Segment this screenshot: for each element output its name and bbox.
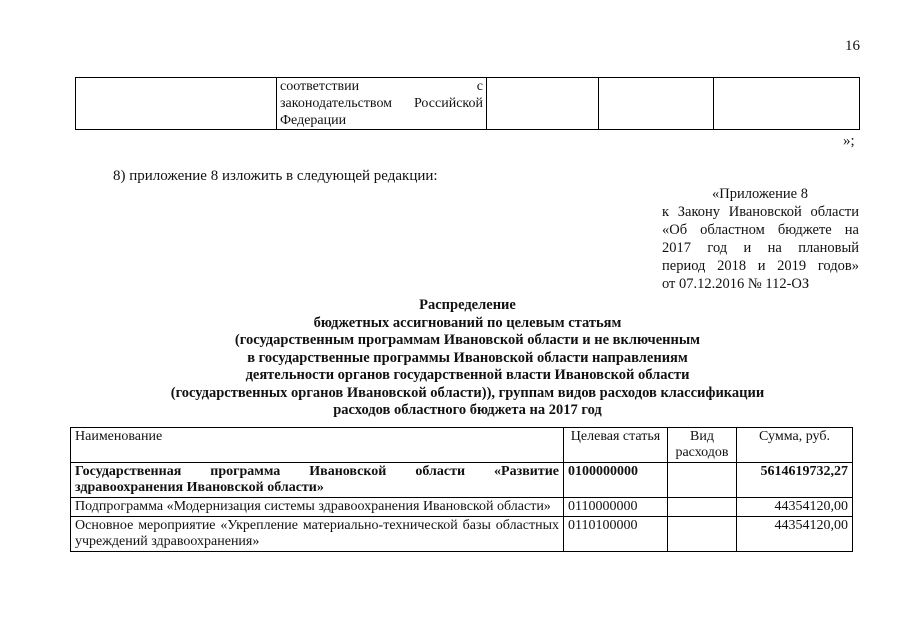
page-number: 16 [845,38,860,54]
cell-line: Федерации [280,113,347,128]
closing-quote: »; [843,133,855,149]
title-line: (государственным программам Ивановской области и не включенным [234,332,701,348]
header-sum: Сумма, руб. [737,428,853,463]
title-line: в государственные программы Ивановской области направлениям [247,349,688,366]
header-code: Целевая статья [564,428,668,463]
title-line: деятельности органов государственной власти Ивановской области [245,367,690,383]
table-header-row [71,428,853,463]
appendix-line: 2017 год и на плановый [662,240,859,256]
header-kind: Вид расходов [668,428,737,463]
title-line: бюджетных ассигнований по целевым статьям [313,314,622,331]
instruction-text: 8) приложение 8 изложить в следующей редакции: [113,168,438,184]
row-name: Основное мероприятие «Укрепление материально-технической базы областных учреждений здравоохранения» [71,517,564,552]
appendix-line: период 2018 и 2019 годов» [662,258,859,274]
table-cell [487,78,599,130]
table-cell [714,78,860,130]
table-cell [76,78,277,130]
header-name: Наименование [71,428,564,463]
row-kind [668,498,737,517]
budget-table [70,427,853,552]
row-name: Государственная программа Ивановской области «Развитие здравоохранения Ивановской области» [71,463,564,498]
row-code: 0110000000 [564,498,668,517]
appendix-line: «Приложение 8 [712,186,808,202]
title-line: расходов областного бюджета на 2017 год [333,402,602,418]
appendix-reference [662,185,859,293]
appendix-line: от 07.12.2016 № 112-ОЗ [662,276,810,292]
cell-line: соответствии с [280,79,483,94]
title-line: (государственных органов Ивановской области)), группам видов расходов классификации [170,384,765,401]
document-title [70,297,865,420]
title-line: Распределение [419,297,516,313]
row-kind [668,463,737,498]
table-row [71,463,853,498]
row-kind [668,517,737,552]
appendix-line: «Об областном бюджете на [662,222,859,238]
table-cell [599,78,714,130]
continuation-table [75,77,860,130]
row-sum: 44354120,00 [737,498,853,517]
row-sum: 5614619732,27 [737,463,853,498]
row-name: Подпрограмма «Модернизация системы здравоохранения Ивановской области» [71,498,564,517]
table-row [71,517,853,552]
appendix-line: к Закону Ивановской области [662,204,859,220]
row-code: 0100000000 [564,463,668,498]
row-sum: 44354120,00 [737,517,853,552]
table-row [76,78,860,130]
table-cell-text [277,78,487,130]
row-code: 0110100000 [564,517,668,552]
table-row [71,498,853,517]
cell-line: законодательством Российской [280,96,483,111]
